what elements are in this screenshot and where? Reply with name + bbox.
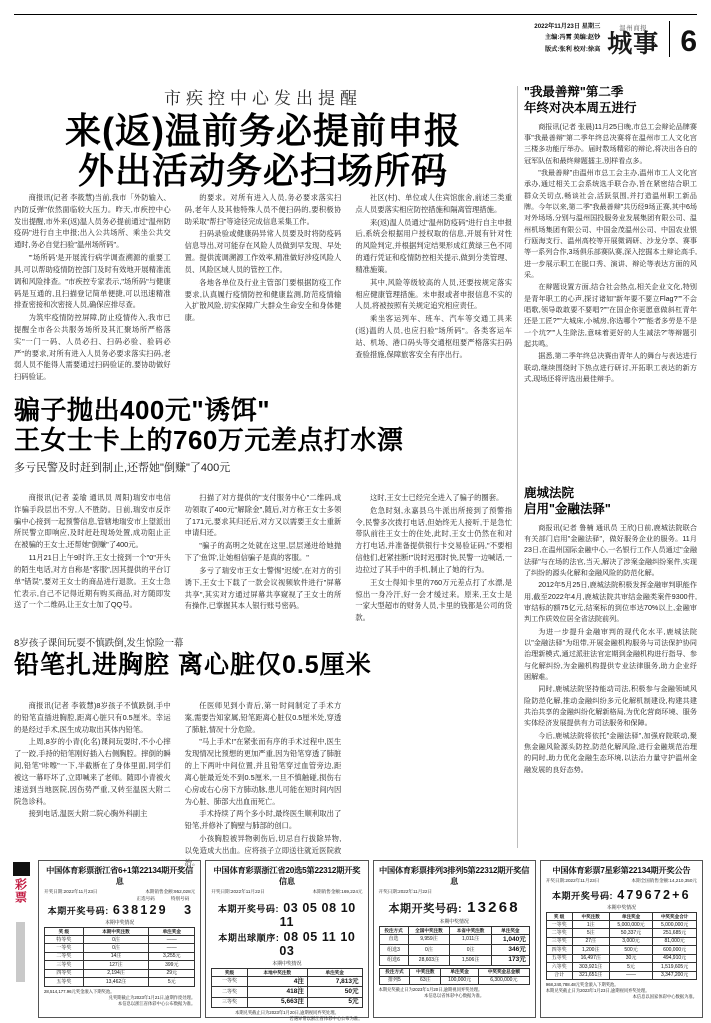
cell: 2,194注	[83, 969, 149, 977]
cell: 六等奖	[546, 963, 572, 971]
editor-credit: 主编:冯霄 美编:赵钞	[544, 34, 601, 42]
lottery-table-caption: 本期中奖情况	[272, 962, 302, 967]
lead-kicker: 市疾控中心发出提醒	[164, 89, 362, 108]
story-scam-column-2	[185, 492, 342, 625]
col-header: 单注奖金	[491, 927, 529, 935]
footnote: 本期兑奖截止日为2023年1月23日,逾期视同弃奖处理。	[545, 988, 650, 994]
story-pencil-body	[14, 700, 512, 869]
lottery-numbers-label: 本期开奖号码:	[47, 906, 109, 916]
paragraph: 接到电话,温医大附二院心胸外科副主	[28, 809, 148, 819]
right-rail	[524, 84, 697, 386]
cell: 1,011注	[450, 934, 492, 944]
table-header-row	[45, 928, 195, 936]
lottery-meta	[546, 878, 697, 884]
lottery-numbers-row	[211, 901, 362, 929]
col-header: 本地中奖注数	[247, 969, 307, 977]
lottery-strip	[8, 860, 703, 1022]
lottery-tag-label: 彩票	[13, 878, 28, 904]
paragraph: "'场所码'是开展流行病学调查溯源的重要工具,可以帮助疫情防控部门及时有效地开展精准流调和风险排查。"市疾控专家表示,"场所码"与健康码是互通的,且扫描登记简单便捷,可以迅速精准排查密接和次密接人员,确保应排尽查。	[14, 253, 171, 310]
col-header: 单注奖金	[149, 928, 195, 936]
lottery-box-6plus1	[38, 860, 201, 1018]
paragraph: 商报讯(记者 鲁楠 通讯员 王欣)日前,鹿城法院联合有关部门启用"金融法驿"，做好服务企业的服务。11月23日,在温州国际金融中心,一名银行工作人员通过"金融法驿"与在场的法官,当天,解决了涉案金融纠纷案件,实现了纠纷的源头化解和金融风险的防范化解。	[524, 523, 697, 577]
lottery-title: 中国体育彩票浙江省20选5第22312期开奖信息	[213, 866, 361, 886]
cell: 五等奖	[45, 978, 84, 986]
cell: 合计	[546, 971, 572, 979]
lottery-footnotes	[546, 982, 697, 1001]
story-scam	[14, 395, 512, 475]
story-pencil-headline: 铅笔扎进胸腔 离心脏仅0.5厘米	[14, 651, 372, 679]
cell: 321,651注	[572, 971, 609, 979]
story-pencil-column-3-spacer	[355, 700, 512, 869]
table-header-row	[212, 969, 362, 977]
footnote: 本期兑奖截止日为2023年1月20日,逾期视同弃奖处理。	[234, 1009, 339, 1015]
lottery-prize-table	[546, 912, 697, 980]
col-header: 奖级	[212, 969, 247, 977]
paragraph: 社区(村)、单位或人住宾馆旅舍,前述三类重点人员要落实相应防控措施和隔离管理措施。	[355, 193, 513, 214]
footnote: 本信息以省体彩中心数据为准。	[424, 993, 485, 999]
lottery-section-tag	[8, 860, 34, 1018]
cell: 5元	[307, 997, 362, 1007]
col-header: 中奖奖金合计	[653, 913, 697, 921]
cell: 二等奖	[45, 952, 84, 960]
lottery-footnotes	[44, 989, 195, 1008]
lead-column-2	[185, 192, 342, 384]
lottery-order-row	[211, 930, 362, 958]
paragraph: 为筑牢疫情防控屏障,防止疫情传入,我市已提醒全市各公共服务场所及其汇聚场所严格落实"一门一码、人员必扫、扫码必验、验码必严"的要求,对所有进入人员务必要求落实扫码,老弱人员不能得人需要通过扫码验证的,要协助做好扫码验证。	[14, 313, 171, 382]
cell: ——	[149, 944, 195, 952]
footnote: 本期兑奖截止日为2023年1月20日,逾期视同弃奖处理。	[378, 987, 483, 993]
paragraph: 11月21日上午9时许,王女士接到一个"0"开头的陌生电话,对方自称是"客服",因其提供的平台订单"错误",要对王女士的商品进行退款。王女士急忙表示,自己不记得近期有购买商品,对方随即发送了一个二维码,让王女士加了QQ号。	[14, 553, 171, 610]
col-header: 单注奖金	[609, 913, 652, 921]
cell: 四等奖	[45, 969, 84, 977]
table-row	[45, 952, 195, 960]
lottery-box-pailie	[373, 860, 536, 1018]
lottery-box-7star	[540, 860, 703, 1018]
lottery-numbers-row	[546, 888, 697, 902]
cell: 127注	[83, 961, 149, 969]
table-row	[45, 944, 195, 952]
right-rail-story2	[524, 485, 697, 777]
cell: 三等奖	[45, 961, 84, 969]
paragraph: 乘坐客运列车、班车、汽车等交通工具来(返)温的人员,也应扫验"场所码"。各类客运车站、机场、港口码头等交通枢纽要严格落实扫码查验措施,保障旅客安全有序出行。	[355, 314, 513, 359]
lottery-winning-number: 13268	[467, 899, 520, 916]
lottery-draw-date: 开奖日期:2022年11月22日	[378, 889, 433, 894]
cell: 50元	[307, 987, 362, 997]
lottery-table-caption: 本期中奖情况	[439, 920, 469, 925]
paragraph: 为进一步提升金融审判的现代化水平,鹿城法院以"金融法驿"为纽带,开展金融机构服务与司法保护协同治理新模式,通过派驻法官定期到金融机构进行指导、参与化解纠纷,为金融机构提供专业法律服务,助力企业纾困解难。	[524, 627, 697, 681]
paragraph: 商报讯(记者 李筱慧)8岁孩子不慎跌倒,手中的铅笔直插进胸腔,距离心脏只有0.5厘米。幸运的是经过手术,医生成功取出其体内铅笔。	[14, 701, 171, 734]
col-header: 全国中奖注数	[408, 927, 450, 935]
masthead-credits	[534, 21, 600, 57]
column-rule-right	[517, 86, 518, 848]
cell: 418注	[247, 987, 307, 997]
cell: 1,506注	[450, 955, 492, 965]
lottery-numbers-label: 本期开奖号码:	[388, 903, 463, 915]
cell: 399元	[149, 961, 195, 969]
cell: 三等奖	[212, 997, 247, 1007]
cell: 1,200注	[572, 946, 609, 954]
paragraph: 扫码录验或健康码异常人员要及时将防疫码信息导出,对可能存在风险人员做到早发现、早处置。提供流调溯源工作效率,精准做好涉疫风险人员、风险区域人员的管控工作。	[184, 229, 342, 274]
cell: 28,603注	[408, 955, 450, 965]
table-row	[212, 987, 362, 997]
col-header: 奖 级	[546, 913, 572, 921]
lottery-sales-amount: 本期全国销售金额:14,210,350元	[631, 878, 697, 883]
newspaper-brand: 温州商报	[619, 24, 648, 32]
cell: 100,000元	[441, 976, 479, 984]
col-header: 投注方式	[379, 968, 410, 976]
table-row	[546, 920, 696, 928]
lottery-title: 中国体育彩票浙江省6+1第22134期开奖信息	[46, 866, 194, 886]
cell: 173元	[491, 955, 529, 965]
story-pencil-column-1	[14, 700, 171, 869]
col-header: 单注奖金	[441, 968, 479, 976]
cell: ——	[149, 935, 195, 943]
paragraph: 危急时刻,永嘉县乌牛派出所接到了预警指令,民警多次拨打电话,但始终无人接听,于是急忙带队前往王女士的住处,此时,王女士仍然在和对方打电话,并准备提供银行卡交易验证码,"不要相信他们,赶紧挂断!"说时迟那时快,民警一边喊话,一边拉过了其手中的手机,制止了她的行为。	[355, 505, 513, 574]
cell: 0注	[83, 944, 149, 952]
lottery-sales-amount: 本期销售金额:169,224元	[312, 889, 363, 894]
col-header: 中奖奖金总金额	[478, 968, 529, 976]
masthead-brand-block	[607, 23, 659, 58]
table-row	[379, 934, 529, 944]
paragraph: 在辩题设置方面,结合社会热点,相关企业文化,特别是青年职工的心声,探讨诸如"新年要不要立Flag?""不会唱歌,领导敢敢要不要唱?""在国企你更愿意做斜杠青年还是工匠?""大城床,小城房,你选哪个?""能者多劳是不是一个坑?""人生除法,意味着更好的人生减法?"等辩题引起共鸣。	[524, 283, 697, 349]
lottery-label-special: 特别号码	[170, 896, 190, 901]
cell: 63注	[410, 976, 441, 984]
table-row	[45, 935, 195, 943]
cell: 5元	[609, 963, 652, 971]
lead-headline-line1: 来(返)温前务必提前申报	[65, 110, 461, 151]
paragraph: "我最善辩"由温州市总工会主办,温州市工人文化宫承办,通过相关工会系统选手联合办,旨在紧密结合职工群众关切点,畅谈社会,活跃氛围,并打造温州职工新品牌。今年以来,第二季"我最善辩"共历经9场正赛,其中6场对外场场,分别与温州国投服务业发展集团有限公司、温州机场集团有限公司、中国金茂温州公司、中国农业银行瓯海支行、温州高校等开展微调研、沙龙分享、赛事等一系列合作,3场俱乐部赛队赛,深入挖掘本土辩论高手,进一步展示职工在脱口秀、演讲、辩论等表达方面的风采。	[524, 168, 698, 279]
cell: 13,462注	[83, 978, 149, 986]
cell: 9,959注	[408, 934, 450, 944]
cell: 5,000,000元	[609, 920, 652, 928]
cell: 1,519,605元	[653, 963, 697, 971]
story-scam-column-3	[355, 492, 512, 625]
story-pencil-column-2	[185, 700, 342, 869]
lottery-prize-table-secondary	[379, 968, 530, 985]
story-pencil	[14, 635, 512, 680]
lottery-number-col-labels	[44, 896, 195, 902]
masthead-divider	[669, 21, 670, 57]
lottery-prize-table	[211, 968, 362, 1008]
paragraph: 商报讯(记者 张晨)11月25日晚,市总工会辩论品牌赛事"我最善辩"第二季年终总决赛将在温州市工人文化宫三楼多功能厅举办。届时数场精彩的辩论,将决出各自的冠军队伍和最终辩题擂主,别样看点多。	[524, 122, 697, 165]
masthead	[14, 14, 697, 76]
paragraph: 商报讯(记者 李筱慧)当前,我市「外防输入、内防反弹"依然面临较大压力。昨天,市疾控中心发出提醒,市外来(返)温人员务必提前通过"温州防疫码"进行自主申报;出入公共场所、乘坐公共交通时,务必自觉扫验"温州场所码"。	[14, 193, 171, 250]
lottery-label-main: 正选号码	[136, 896, 155, 901]
cell: 1,040元	[491, 934, 529, 944]
page-number: 6	[680, 25, 697, 59]
cell: 3,255元	[149, 952, 195, 960]
table-row	[546, 929, 696, 937]
cell: 30元	[609, 954, 652, 962]
lottery-numbers-row	[379, 899, 530, 916]
cell: 五等奖	[546, 954, 572, 962]
table-row	[546, 954, 696, 962]
table-row	[379, 945, 529, 955]
lottery-order-number: 08 05 11 10 03	[279, 930, 356, 958]
cell: 3,347,200元	[653, 971, 697, 979]
paragraph: "骗子的高明之处就在这里,层层递进给她抛下了'鱼饵',让她相信骗子是真的客服。"	[184, 541, 342, 563]
paragraph: 多亏了瑞安市王女士警惕"迟缓",在对方的引诱下,王女士下载了一款会议视频软件进行"屏幕共享",其实对方通过屏幕共享窥视了王女士的所有操作,已掌握其本人银行账号密码。	[184, 565, 342, 611]
rail-story2-headline-line2: 启用"金融法驿"	[524, 502, 611, 517]
lottery-tag-square-icon	[13, 862, 30, 876]
col-header: 中奖注数	[572, 913, 609, 921]
footnote: 968,240,788.48元奖金滚入下期奖池。	[545, 981, 619, 987]
lead-column-1	[14, 192, 171, 384]
masthead-rule	[14, 14, 697, 15]
section-title: 城事	[607, 29, 660, 58]
lottery-tag-bar	[16, 922, 25, 982]
paragraph: 商报讯(记者 姜瑜 通讯员 周阳)瑞安市电信诈骗手段层出不穷,人不胜防。日前,瑞安市反诈骗中心接到一起预警信息,管辖地瑞安市上望派出所民警立即响应,及时赶赴现场处置,成功阻止正在被骗的王女士,还帮她"倒赚"了400元。	[14, 493, 171, 550]
col-header: 本期中奖注数	[83, 928, 149, 936]
paragraph: 手术持续了两个多小时,最终医生顺利取出了铅笔,并修补了胸壁与肺部的创口。	[184, 809, 342, 831]
cell: 7,813元	[307, 976, 362, 986]
lottery-meta	[379, 889, 530, 895]
footnote: 兑奖期截止为2023年1月21日,逾期作废处理。	[108, 994, 196, 1000]
table-row	[546, 946, 696, 954]
lottery-draw-date: 开奖日期:2022年11月22日	[211, 889, 265, 894]
lottery-table-caption: 本期中奖情况	[104, 921, 135, 926]
lottery-footnotes	[211, 1010, 362, 1022]
cell: 500元	[609, 946, 652, 954]
masthead-right	[534, 21, 697, 57]
cell: 4注	[247, 976, 307, 986]
cell: 5注	[572, 929, 609, 937]
publish-date: 2022年11月23日 星期三	[534, 23, 601, 30]
col-header: 投注方式	[379, 927, 408, 935]
cell: 600,000元	[653, 946, 697, 954]
table-row	[379, 976, 529, 984]
cell: 直选	[379, 934, 408, 944]
cell: 组选6	[379, 955, 408, 965]
cell: 一等奖	[45, 944, 84, 952]
cell: 303,921注	[572, 963, 609, 971]
layout-credit: 版式:张利 校对:徐高	[544, 45, 601, 53]
table-header-row	[546, 913, 696, 921]
col-header: 中奖注数	[410, 968, 441, 976]
table-row	[45, 969, 195, 977]
lottery-meta	[44, 889, 195, 895]
paragraph: 来(返)温人员通过"温州防疫码"进行自主申报后,系统会根据用户授权取的信息,开展有针对性的风险判定,并根据判定结果形成红黄绿三色不同的通行凭证和疫情防控相关提示,做到分类管理、精准施策。	[355, 217, 513, 274]
cell: 346元	[491, 945, 529, 955]
story-scam-body	[14, 492, 512, 625]
lottery-box-20select5	[205, 860, 368, 1022]
cell: 3,000元	[609, 937, 652, 945]
paragraph: 各地各单位及行业主管部门要根据防疫工作要求,认真履行疫情防控和健康监测,防范疫情输入扩散风险,切实保障广大群众生命安全和身体健康。	[184, 277, 342, 323]
cell: 50,337元	[609, 929, 652, 937]
cell: 5,663注	[247, 997, 307, 1007]
col-header: 奖 级	[45, 928, 84, 936]
lottery-numbers-row	[44, 903, 195, 917]
story-scam-headline-line2: 王女士卡上的760万元差点打水漂	[14, 425, 404, 456]
paragraph: 2012年5月25日,鹿城法院积极发挥金融审判职能作用,截至2022年4月,鹿城法院共审结金融类案件9300件,审结标的额75亿元,结案标的到位率达70%以上,金融审判工作质效位居全省法院前列。	[524, 581, 697, 624]
table-row	[546, 971, 696, 979]
cell: 5,000,000元	[653, 920, 697, 928]
lead-story	[14, 84, 512, 192]
lottery-winning-number: 03 05 08 10 11	[279, 901, 356, 929]
col-header: 单注奖金	[307, 969, 362, 977]
cell: 四等奖	[546, 946, 572, 954]
story-scam-headline-line1: 骗子抛出400元"诱饵"	[14, 395, 271, 425]
cell: 组选3	[379, 945, 408, 955]
cell: 16,497注	[572, 954, 609, 962]
cell: 二等奖	[212, 987, 247, 997]
cell: 494,910元	[653, 954, 697, 962]
table-row	[45, 961, 195, 969]
table-row	[212, 997, 362, 1007]
cell: 一等奖	[212, 976, 247, 986]
cell: 251,685元	[653, 929, 697, 937]
paragraph: 同时,鹿城法院坚持能动司法,积极参与金融领域风险防范化解,推动金融纠纷多元化解机制建设,构建共建共治共享的金融纠纷化解新格局,为优化营商环境、服务实体经济发展提供有力司法服务和保障。	[524, 685, 697, 728]
paragraph: 小孩胸腔被异物刺伤后,切忌自行拔除异物,以免造成大出血。应将孩子立即送往就近医院救治。	[184, 833, 342, 867]
cell: 0注	[83, 935, 149, 943]
table-header-row	[379, 927, 529, 935]
lead-column-3	[355, 192, 512, 384]
lottery-prize-table	[44, 927, 195, 987]
cell: 三等奖	[546, 937, 572, 945]
footnote: 本信息以浙江省体彩中心公布数据为准。	[117, 1000, 196, 1006]
paragraph: 这时,王女士已经完全进入了骗子的圈套。	[369, 493, 504, 502]
story-scam-subhead: 多亏民警及时赶到制止,还帮她"倒赚"了400元	[14, 461, 231, 474]
paragraph: 今后,鹿城法院将依托"金融法驿",加强府院联动,聚焦金融风险源头防控,防范化解风险,进行金融规范治理的同时,助力优化金融生态环境,以法治力量守护温州金融发展的良好态势。	[524, 731, 697, 774]
cell: 一等奖	[546, 920, 572, 928]
col-header: 本省中奖注数	[450, 927, 492, 935]
rail-story2-body	[524, 523, 697, 777]
paragraph: 据悉,第二季年终总决赛由青年人的舞台与表达进行联动,继续围绕时下热点进行研讨,开拓职工表达的新方式,现场还将评选出最佳辩手。	[524, 352, 697, 384]
cell: 二等奖	[546, 929, 572, 937]
table-row	[212, 976, 362, 986]
paragraph: 上周,8岁的小青(化名)课间玩耍时,不小心摔了一跤,手持的铅笔刚好插入右侧胸腔。摔倒的瞬间,铅笔"咔嚓"一下,半截断在了身体里面,同学们被这一幕吓坏了,立即喊来了老师。随即小青被火速送到当地医院,因伤势严重,又转至温医大附二院急诊科。	[14, 737, 171, 806]
lottery-prize-table	[379, 926, 530, 966]
cell: 6,300,000元	[478, 976, 529, 984]
rail-story1-headline-line1: "我最善辩"第二季	[524, 85, 624, 99]
lottery-title: 中国体育彩票7星彩第22134期开奖公告	[552, 866, 691, 875]
cell: 排列5	[379, 976, 410, 984]
lottery-numbers-label: 本期开奖号码:	[551, 891, 614, 901]
lottery-special-number: 3	[184, 903, 192, 917]
cell: 0注	[408, 945, 450, 955]
table-row	[45, 978, 195, 986]
cell: ——	[609, 971, 652, 979]
cell: 14注	[83, 952, 149, 960]
lottery-footnotes	[379, 987, 530, 999]
lottery-table-caption: 本期中奖情况	[606, 906, 637, 911]
paragraph: 其中,风险等级较高的人员,还要按规定落实相应健康管理措施。未申报或者申报信息不实的人员,将被按照有关规定追究相应责任。	[355, 277, 513, 311]
cell: 27注	[572, 937, 609, 945]
paragraph: 王女士得知卡里的760万元差点打了水漂,是惊出一身冷汗,好一会才缓过来。原来,王女士是一家大型超市的财务人员,卡里的钱都是公司的货款。	[355, 577, 513, 623]
footnote: 本信息以国家体彩中心数据为准。	[632, 994, 697, 1000]
lottery-draw-date: 开奖日期:2022年11月23日	[545, 878, 600, 883]
cell: 0注	[450, 945, 492, 955]
cell: 5元	[149, 978, 195, 986]
rail-story1-headline-line2: 年终对决本周五进行	[524, 101, 637, 116]
table-header-row	[379, 968, 529, 976]
lead-headline-line2: 外出活动务必扫场所码	[77, 150, 448, 192]
cell: 81,000元	[653, 937, 697, 945]
rail-story2-headline-line1: 鹿城法院	[524, 486, 575, 500]
table-row	[546, 937, 696, 945]
paragraph: 任医师见到小青后,第一时间制定了手术方案,需要告知家属,铅笔距离心脏仅0.5厘米处,穿透了肺脏,情况十分危险。	[184, 701, 342, 734]
footnote: 28,514,177.96元奖金滚入下期奖池。	[44, 988, 115, 994]
lottery-title: 中国体育彩票排列3排列5第22312期开奖信息	[378, 866, 530, 886]
cell: 1注	[572, 920, 609, 928]
lottery-draw-date: 开奖日期:2022年11月23日	[44, 889, 98, 894]
paragraph: 扫描了对方提供的"支付服务中心"二维码,成功领取了400元"解除金",随后,对方称王女士多领了171元,要求其归还后,对方又以需要王女士重新申请归还。	[184, 493, 342, 538]
footnote: 若遇异常以浙江省体彩中心公布为准。	[289, 1016, 363, 1022]
lottery-winning-number: 638129	[112, 903, 168, 917]
story-scam-column-1	[14, 492, 171, 625]
table-row	[379, 955, 529, 965]
cell: 特等奖	[45, 935, 84, 943]
lottery-numbers-label: 本期开奖号码:	[217, 904, 280, 914]
lottery-order-label: 本期出球顺序:	[218, 933, 280, 943]
lottery-meta	[211, 889, 362, 895]
lead-story-body	[14, 192, 512, 384]
rail-story1-body	[524, 122, 697, 386]
lottery-winning-number: 479672+6	[617, 888, 691, 902]
table-row	[546, 963, 696, 971]
paragraph: "马上手术!"在紧张而有序的手术过程中,医生发现情况比预想的更加严重,因为铅笔穿透了肺脏的上下两叶中间位置,并且铅笔穿过血管旁边,距离心脏最近处不到0.5厘米,一旦不慎触碰,损伤右心房或右心房下方肺动脉,患儿可能在短时间内因为心脏、肺部大出血而死亡。	[184, 737, 342, 806]
lottery-sales-amount: 本期销售金额:952,028元	[145, 889, 196, 894]
story-pencil-kicker: 8岁孩子课间玩耍不慎跌倒,发生惊险一幕	[14, 638, 184, 649]
cell: 29元	[149, 969, 195, 977]
paragraph: 的要求。对所有进入人员,务必要求落实扫码,老年人及其他特殊人员不便扫码的,要积极协助采取"帮扫"等途径完成信息采集工作。	[184, 193, 342, 226]
